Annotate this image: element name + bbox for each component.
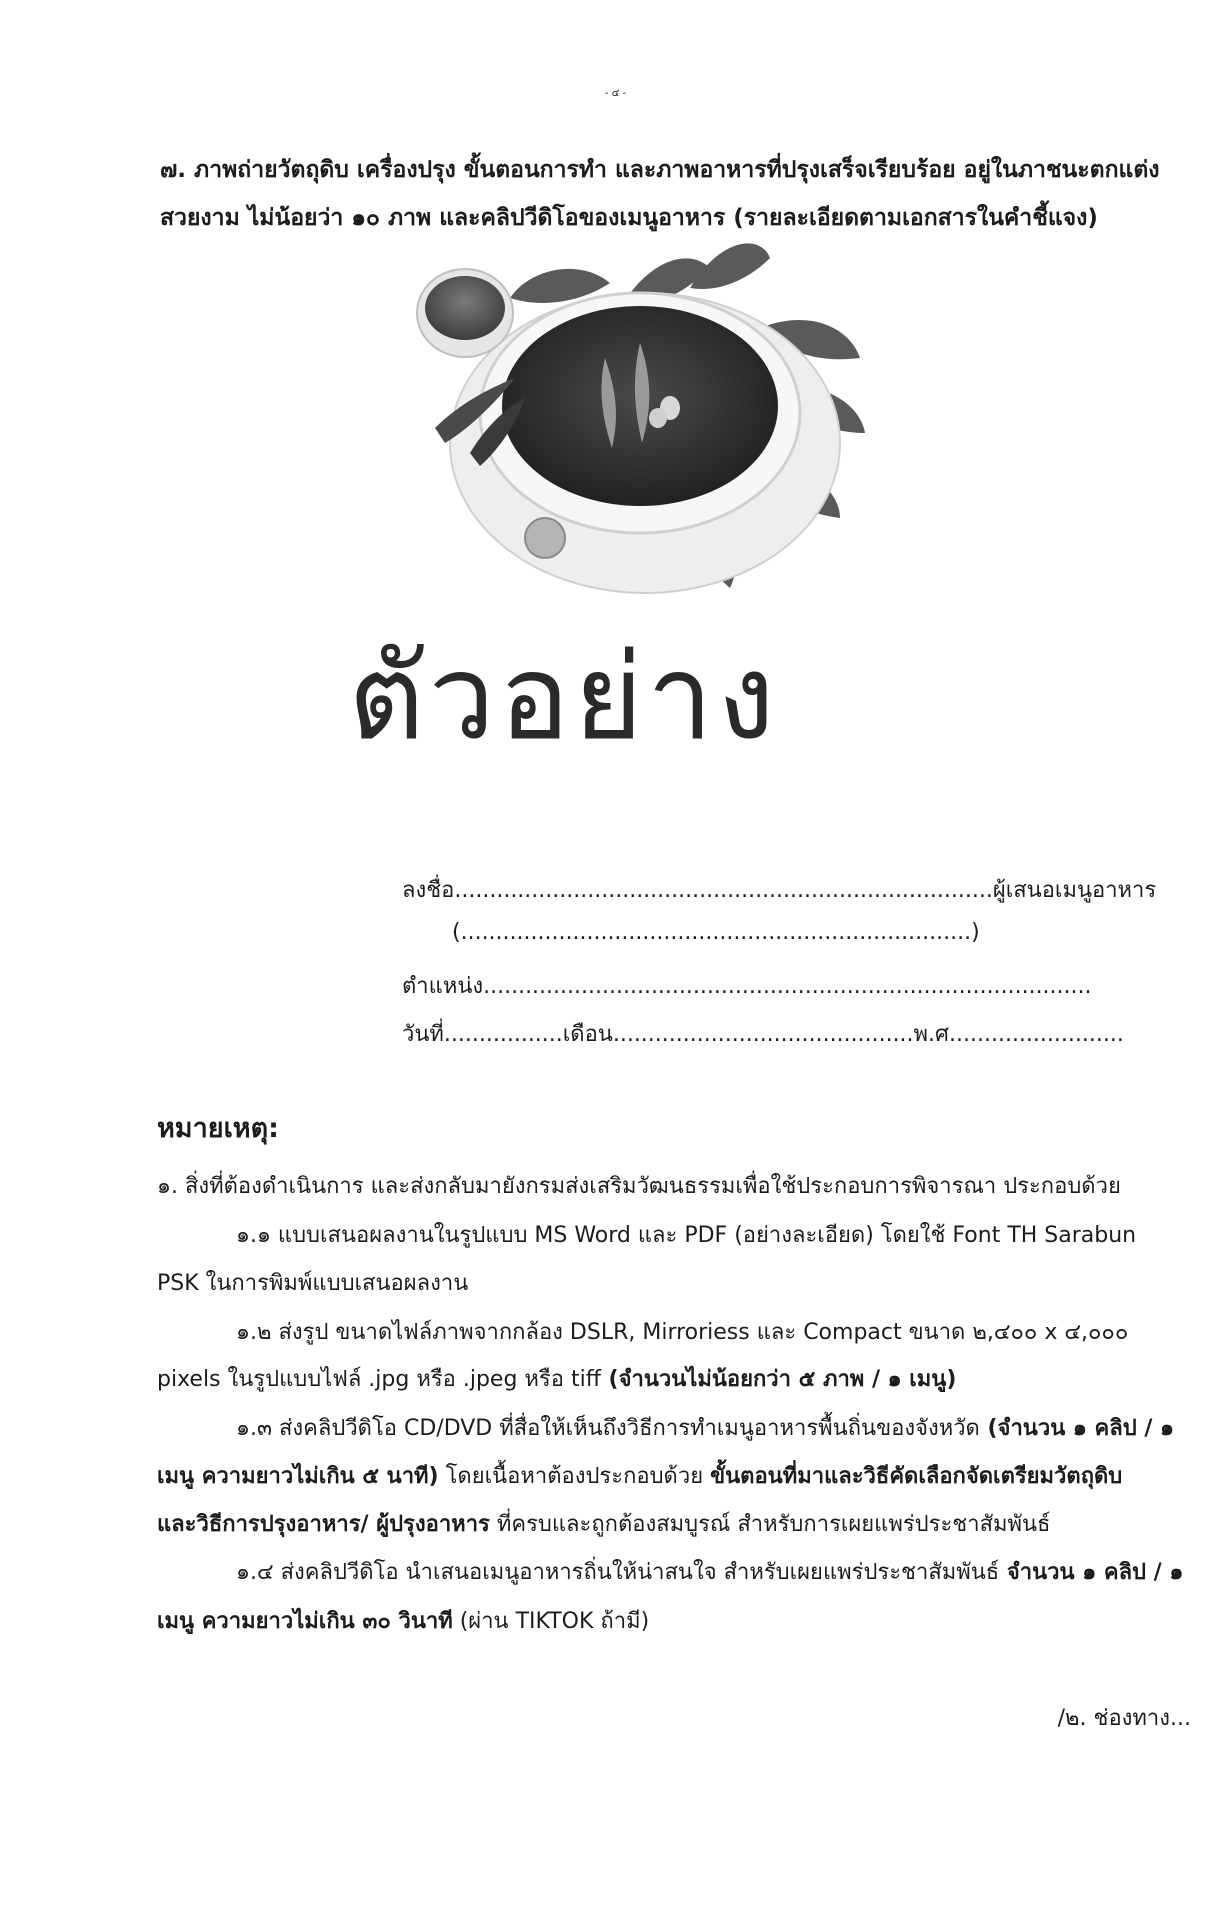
remarks-title: หมายเหตุ: — [157, 1113, 279, 1144]
remark-1-1-line2: PSK ในการพิมพ์แบบเสนอผลงาน — [157, 1271, 469, 1296]
signature-line: ลงชื่อ.............................................................................ผู้เสนอเมนูอาหาร — [402, 878, 1157, 903]
remark-1-3-line3: และวิธีการปรุงอาหาร/ ผู้ปรุงอาหาร ที่ครบและถูกต้องสมบูรณ์ สำหรับการเผยแพร่ประชาสัมพันธ์ — [157, 1512, 1051, 1537]
page-number: - ๔ - — [604, 88, 627, 99]
lime-icon — [525, 518, 565, 558]
remark-1-4-line1: ๑.๔ ส่งคลิปวีดิโอ นำเสนอเมนูอาหารถิ่นให้น่าสนใจ สำหรับเผยแพร่ประชาสัมพันธ์ จำนวน ๑ คลิป / ๑ — [236, 1560, 1184, 1585]
item7-line2: สวยงาม ไม่น้อยว่า ๑๐ ภาพ และคลิปวีดิโอของเมนูอาหาร (รายละเอียดตามเอกสารในคำชี้แจง) — [160, 205, 1098, 231]
remark-1-2-line2: pixels ในรูปแบบไฟล์ .jpg หรือ .jpeg หรือ tiff (จำนวนไม่น้อยกว่า ๕ ภาพ / ๑ เมนู) — [157, 1367, 957, 1392]
remark-1-1-line1: ๑.๑ แบบเสนอผลงานในรูปแบบ MS Word และ PDF (อย่างละเอียด) โดยใช้ Font TH Sarabun — [236, 1223, 1137, 1248]
signature-position-line: ตำแหน่ง....................................................................................... — [402, 974, 1092, 999]
remark-1-3-line1: ๑.๓ ส่งคลิปวีดิโอ CD/DVD ที่สื่อให้เห็นถึงวิธีการทำเมนูอาหารพื้นถิ่นของจังหวัด (จำนวน ๑ คลิป / ๑ — [236, 1416, 1174, 1441]
remark-1: ๑. สิ่งที่ต้องดำเนินการ และส่งกลับมายังกรมส่งเสริมวัฒนธรรมเพื่อใช้ประกอบการพิจารณา ประกอบด้วย — [157, 1174, 1121, 1199]
sample-watermark: ตัวอย่าง — [348, 628, 779, 766]
remark-1-4-line2: เมนู ความยาวไม่เกิน ๓๐ วินาที (ผ่าน TIKTOK ถ้ามี) — [157, 1609, 650, 1634]
signature-name-line: (.........................................................................) — [452, 920, 980, 945]
signature-date-line: วันที่.................เดือน...........................................พ.ศ......................... — [402, 1022, 1124, 1047]
food-photo — [390, 238, 910, 618]
remark-1-2-line1: ๑.๒ ส่งรูป ขนาดไฟล์ภาพจากกล้อง DSLR, Mirroriess และ Compact ขนาด ๒,๔๐๐ x ๔,๐๐๐ — [236, 1320, 1129, 1345]
continue-reference: /๒. ช่องทาง... — [1057, 1706, 1191, 1731]
item7-line1: ๗. ภาพถ่ายวัตถุดิบ เครื่องปรุง ขั้นตอนการทำ และภาพอาหารที่ปรุงเสร็จเรียบร้อย อยู่ในภาชนะตกแต่ง — [160, 157, 1160, 183]
remark-1-3-line2: เมนู ความยาวไม่เกิน ๕ นาที) โดยเนื้อหาต้องประกอบด้วย ขั้นตอนที่มาและวิธีคัดเลือกจัดเตรียมวัตถุดิบ — [157, 1464, 1123, 1489]
